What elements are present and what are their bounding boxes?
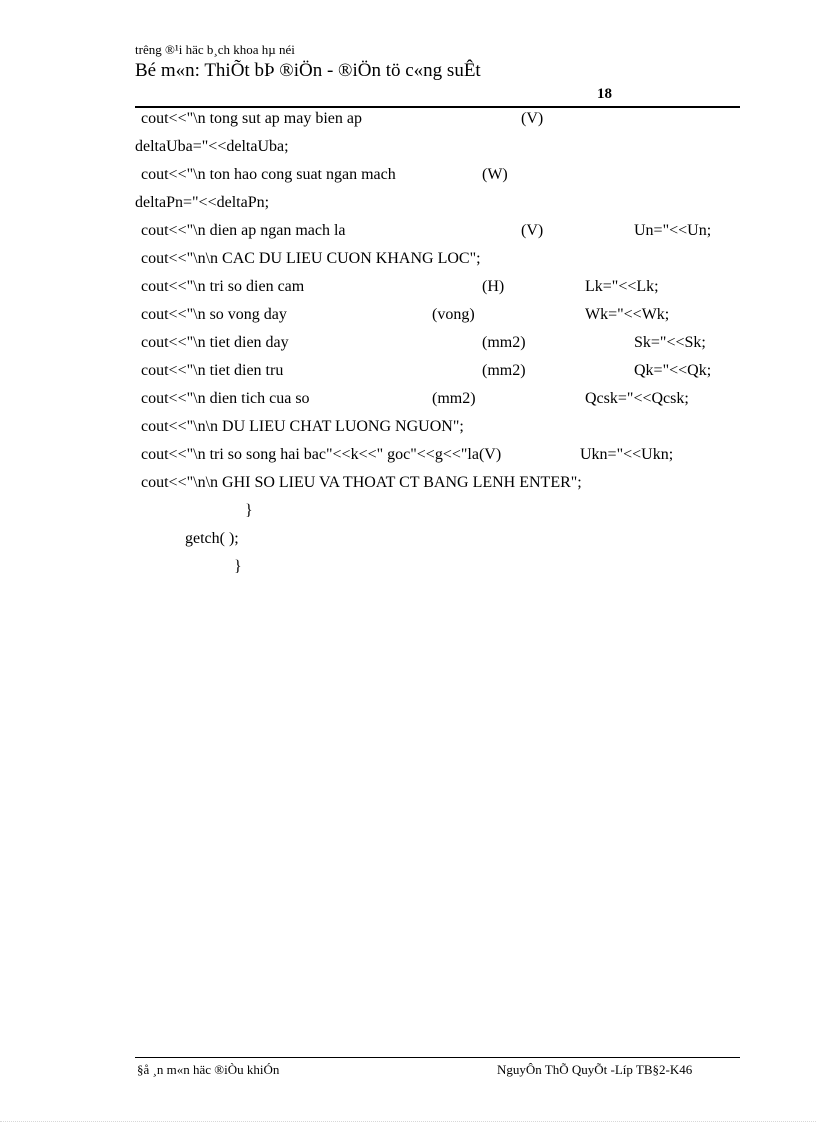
code-line-7-var: Lk="<<Lk; [585, 278, 659, 295]
code-line-11: cout<<"\n dien tich cua so [141, 390, 310, 407]
code-closing-brace-inner: } [245, 502, 253, 519]
code-line-6: cout<<"\n\n CAC DU LIEU CUON KHANG LOC"; [141, 250, 481, 267]
code-line-10-var: Qk="<<Qk; [634, 362, 712, 379]
code-line-4: deltaPn="<<deltaPn; [135, 194, 270, 211]
code-line-2: deltaUba="<<deltaUba; [135, 138, 289, 155]
code-line-7: cout<<"\n tri so dien cam [141, 278, 305, 295]
code-line-1: cout<<"\n tong sut ap may bien ap [141, 110, 362, 127]
code-line-13-var: Ukn="<<Ukn; [580, 446, 674, 463]
footer-rule [135, 1057, 740, 1058]
code-line-14: cout<<"\n\n GHI SO LIEU VA THOAT CT BANG LENH ENTER"; [141, 474, 582, 491]
code-line-10-unit: (mm2) [482, 362, 526, 379]
footer-course-title: §å ¸n m«n häc ®iÒu khiÓn [137, 1062, 280, 1077]
header-institution: trêng ®¹i häc b¸ch khoa hµ néi [135, 42, 295, 57]
code-line-1-unit: (V) [521, 110, 544, 127]
code-line-3: cout<<"\n ton hao cong suat ngan mach [141, 166, 396, 183]
code-line-11-var: Qcsk="<<Qcsk; [585, 390, 689, 407]
code-closing-brace-outer: } [234, 558, 242, 575]
code-line-5-var: Un="<<Un; [634, 222, 712, 239]
page-number: 18 [597, 86, 612, 102]
header-rule [135, 106, 740, 108]
code-line-3-unit: (W) [482, 166, 508, 183]
code-line-8: cout<<"\n so vong day [141, 306, 287, 323]
code-line-8-unit: (vong) [432, 306, 475, 323]
code-line-8-var: Wk="<<Wk; [585, 306, 670, 323]
code-line-10: cout<<"\n tiet dien tru [141, 362, 284, 379]
code-line-9-unit: (mm2) [482, 334, 526, 351]
code-line-5-unit: (V) [521, 222, 544, 239]
code-line-13: cout<<"\n tri so song hai bac"<<k<<" goc"<<g<<"la(V) [141, 446, 502, 463]
code-line-9: cout<<"\n tiet dien day [141, 334, 289, 351]
code-line-9-var: Sk="<<Sk; [634, 334, 706, 351]
code-line-7-unit: (H) [482, 278, 505, 295]
code-line-5: cout<<"\n dien ap ngan mach la [141, 222, 346, 239]
header-department-title: Bé m«n: ThiÕt bÞ ®iÖn - ®iÖn tö c«ng suÊt [135, 60, 481, 81]
code-line-11-unit: (mm2) [432, 390, 476, 407]
code-line-12: cout<<"\n\n DU LIEU CHAT LUONG NGUON"; [141, 418, 464, 435]
footer-author: NguyÔn ThÕ QuyÕt -Líp TB§2-K46 [497, 1062, 693, 1077]
code-getch: getch( ); [185, 530, 239, 547]
